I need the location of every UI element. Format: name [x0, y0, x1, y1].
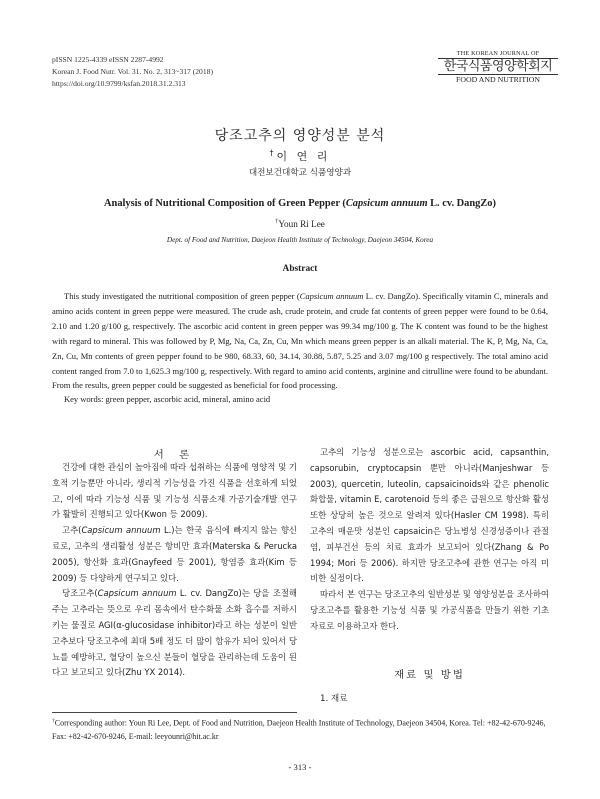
journal-name-ko: 한국식품영양학회지: [443, 59, 553, 74]
affiliation-en: Dept. of Food and Nutrition, Daejeon Health Institute of Technology, Daejeon 34504, Korea: [166, 236, 434, 244]
abstract-species: Capsicum annuum: [299, 291, 364, 301]
title-en-part1: Analysis of Nutritional Composition of Green Pepper (: [104, 198, 346, 209]
title-en-species: Capsicum annuum: [345, 198, 428, 209]
intro-paragraph-3: [52, 586, 297, 681]
author-ko-name: 이 연 리: [276, 150, 331, 163]
journal-logo: [438, 50, 558, 84]
section-heading-introduction: 서 론: [153, 449, 196, 461]
citation-block: [52, 54, 213, 90]
author-en-name: Youn Ri Lee: [278, 219, 325, 230]
footnote: [52, 715, 552, 743]
page-number: - 313 -: [288, 762, 312, 772]
author-ko: [0, 148, 600, 164]
section-heading-methods: 재료 및 방법: [394, 669, 465, 681]
paper-title-ko: 당조고추의 영양성분 분석: [214, 128, 386, 144]
abstract-heading: Abstract: [282, 264, 318, 274]
abstract-part2: L. cv. DangZo). Specifically vitamin C, minerals and amino acids content in green peppe were measured. The crude ash, crude protein, and crude fat contents of green pepper were found to be 0.64, 2.10 and 1.20 g/100 g, respectively. The ascorbic acid content in green pepper was 99.34 mg/100 g. The K content was found to be the highest with regard to mineral. This was followed by P, Mg, Na, Ca, Zn, Cu, Mn which means green pepper is an alkali material. The K, P, Mg, Na, Ca, Zn, Cu, Mn contents of green pepper found to be 980, 68.33, 60, 34.14, 30.88, 5.87, 5.25 and 3.07 mg/100 g respectively. The total amino acid content ranged from 7.0 to 1,625.3 mg/100 g, respectively. With regard to amino acid contents, arginine and citrulline were found to be abundant. From the results, green pepper could be suggested as beneficial for food processing.: [52, 291, 549, 391]
column-right: [310, 445, 549, 635]
column-left: [52, 460, 297, 681]
intro-paragraph-5: 따라서 본 연구는 당조고추의 일반성분 및 영양성분을 조사하여 당조고추를 활용한 기능성 식품 및 가공식품을 만들기 위한 기초자료로 이용하고자 한다.: [310, 589, 549, 631]
abstract-body: [52, 289, 548, 393]
paper-title-en: [0, 198, 600, 209]
intro-p3-part1: 당조고추(: [62, 588, 98, 599]
title-en-part2: L. cv. DangZo): [427, 198, 496, 209]
journal-name-en-top: THE KOREAN JOURNAL OF: [438, 50, 558, 59]
affiliation-ko: 대전보건대학교 식품영양과: [248, 168, 352, 178]
intro-paragraph-4: 고추의 기능성 성분으로는 ascorbic acid, capsanthin, capsorubin, cryptocapsin 뿐만 아니라(Manjeshwar 등 2003), quercetin, luteolin, capsaicinoids와 같은 phenolic 화합물, vitamin E, carotenoid 등의 좋은 급원으로 항산화 활성 또한 상당히 높은 것으로 알려져 있다(Hasler CM 1998). 특히 고추의 매운맛 성분인 capsaicin은 당뇨병성 신경성증이나 관절염, 피부건선 등의 치료 효과가 보고되어 있다(Zhang & Po 1994; Mori 등 2006). 하지만 당조고추에 관한 연구는 아직 미비한 실정이다.: [310, 447, 549, 584]
intro-paragraph-2: [52, 523, 297, 586]
issn-line: pISSN 1225-4339 eISSN 2287-4992: [52, 55, 164, 64]
doi-link[interactable]: https://doi.org/10.9799/ksfan.2018.31.2.313: [52, 79, 186, 88]
intro-p3-species: Capsicum annuum: [97, 588, 177, 599]
author-en-mark: †: [275, 218, 279, 225]
intro-p2-part1: 고추(: [62, 525, 82, 536]
subsection-materials: 1. 재료: [320, 694, 348, 704]
footnote-text: Corresponding author: Youn Ri Lee, Dept. of Food and Nutrition, Daejeon Health Institute of Technology, Daejeon 34504, Korea. Tel: +82-42-670-9246, Fax: +82-42-670-9246, E-mail: leeyounri@hit.ac.kr: [52, 718, 546, 741]
citation-line: Korean J. Food Nutr. Vol. 31. No. 2, 313~317 (2018): [52, 67, 213, 76]
author-ko-mark: †: [269, 148, 277, 158]
keywords: Key words: green pepper, ascorbic acid, mineral, amino acid: [64, 394, 271, 404]
author-en: [0, 218, 600, 229]
footnote-divider: [52, 712, 297, 713]
intro-p2-part2: L.)는 한국 음식에 빠지지 않는 향신료로, 고추의 생리활성 성분은 항비만 효과(Materska & Perucka 2005), 항산화 효과(Gnayfeed 등 2001), 항염증 효과(Kim 등 2009) 등 다양하게 연구되고 있다.: [52, 525, 297, 583]
intro-p2-species: Capsicum annuum: [81, 525, 161, 536]
abstract-part1: This study investigated the nutritional composition of green pepper (: [64, 291, 300, 301]
journal-name-en-bottom: FOOD AND NUTRITION: [438, 74, 558, 84]
footnote-mark: †: [52, 718, 55, 724]
intro-paragraph-1: 건강에 대한 관심이 높아짐에 따라 섭취하는 식품에 영양적 및 기호적 기능뿐만 아니라, 생리적 기능성을 가진 식품을 선호하게 되었고, 이에 따라 기능성 식품 및 기능성 식품소재 가공기술개발 연구가 활발히 진행되고 있다(Kwon 등 2009).: [52, 462, 297, 520]
intro-p3-part2: L. cv. DangZo)는 당을 조절해 주는 고추라는 뜻으로 우리 몸속에서 탄수화물 소화 흡수를 저하시키는 물질로 AGI(α-glucosidase inhibitor)라고 하는 성분이 일반 고추보다 당조고추에 최대 5배 정도 더 많이 함유가 되어 있어서 당뇨를 예방하고, 혈당이 높으신 분들이 혈당을 관리하는데 도움이 된다고 보고되고 있다(Zhu YX 2014).: [52, 588, 297, 678]
